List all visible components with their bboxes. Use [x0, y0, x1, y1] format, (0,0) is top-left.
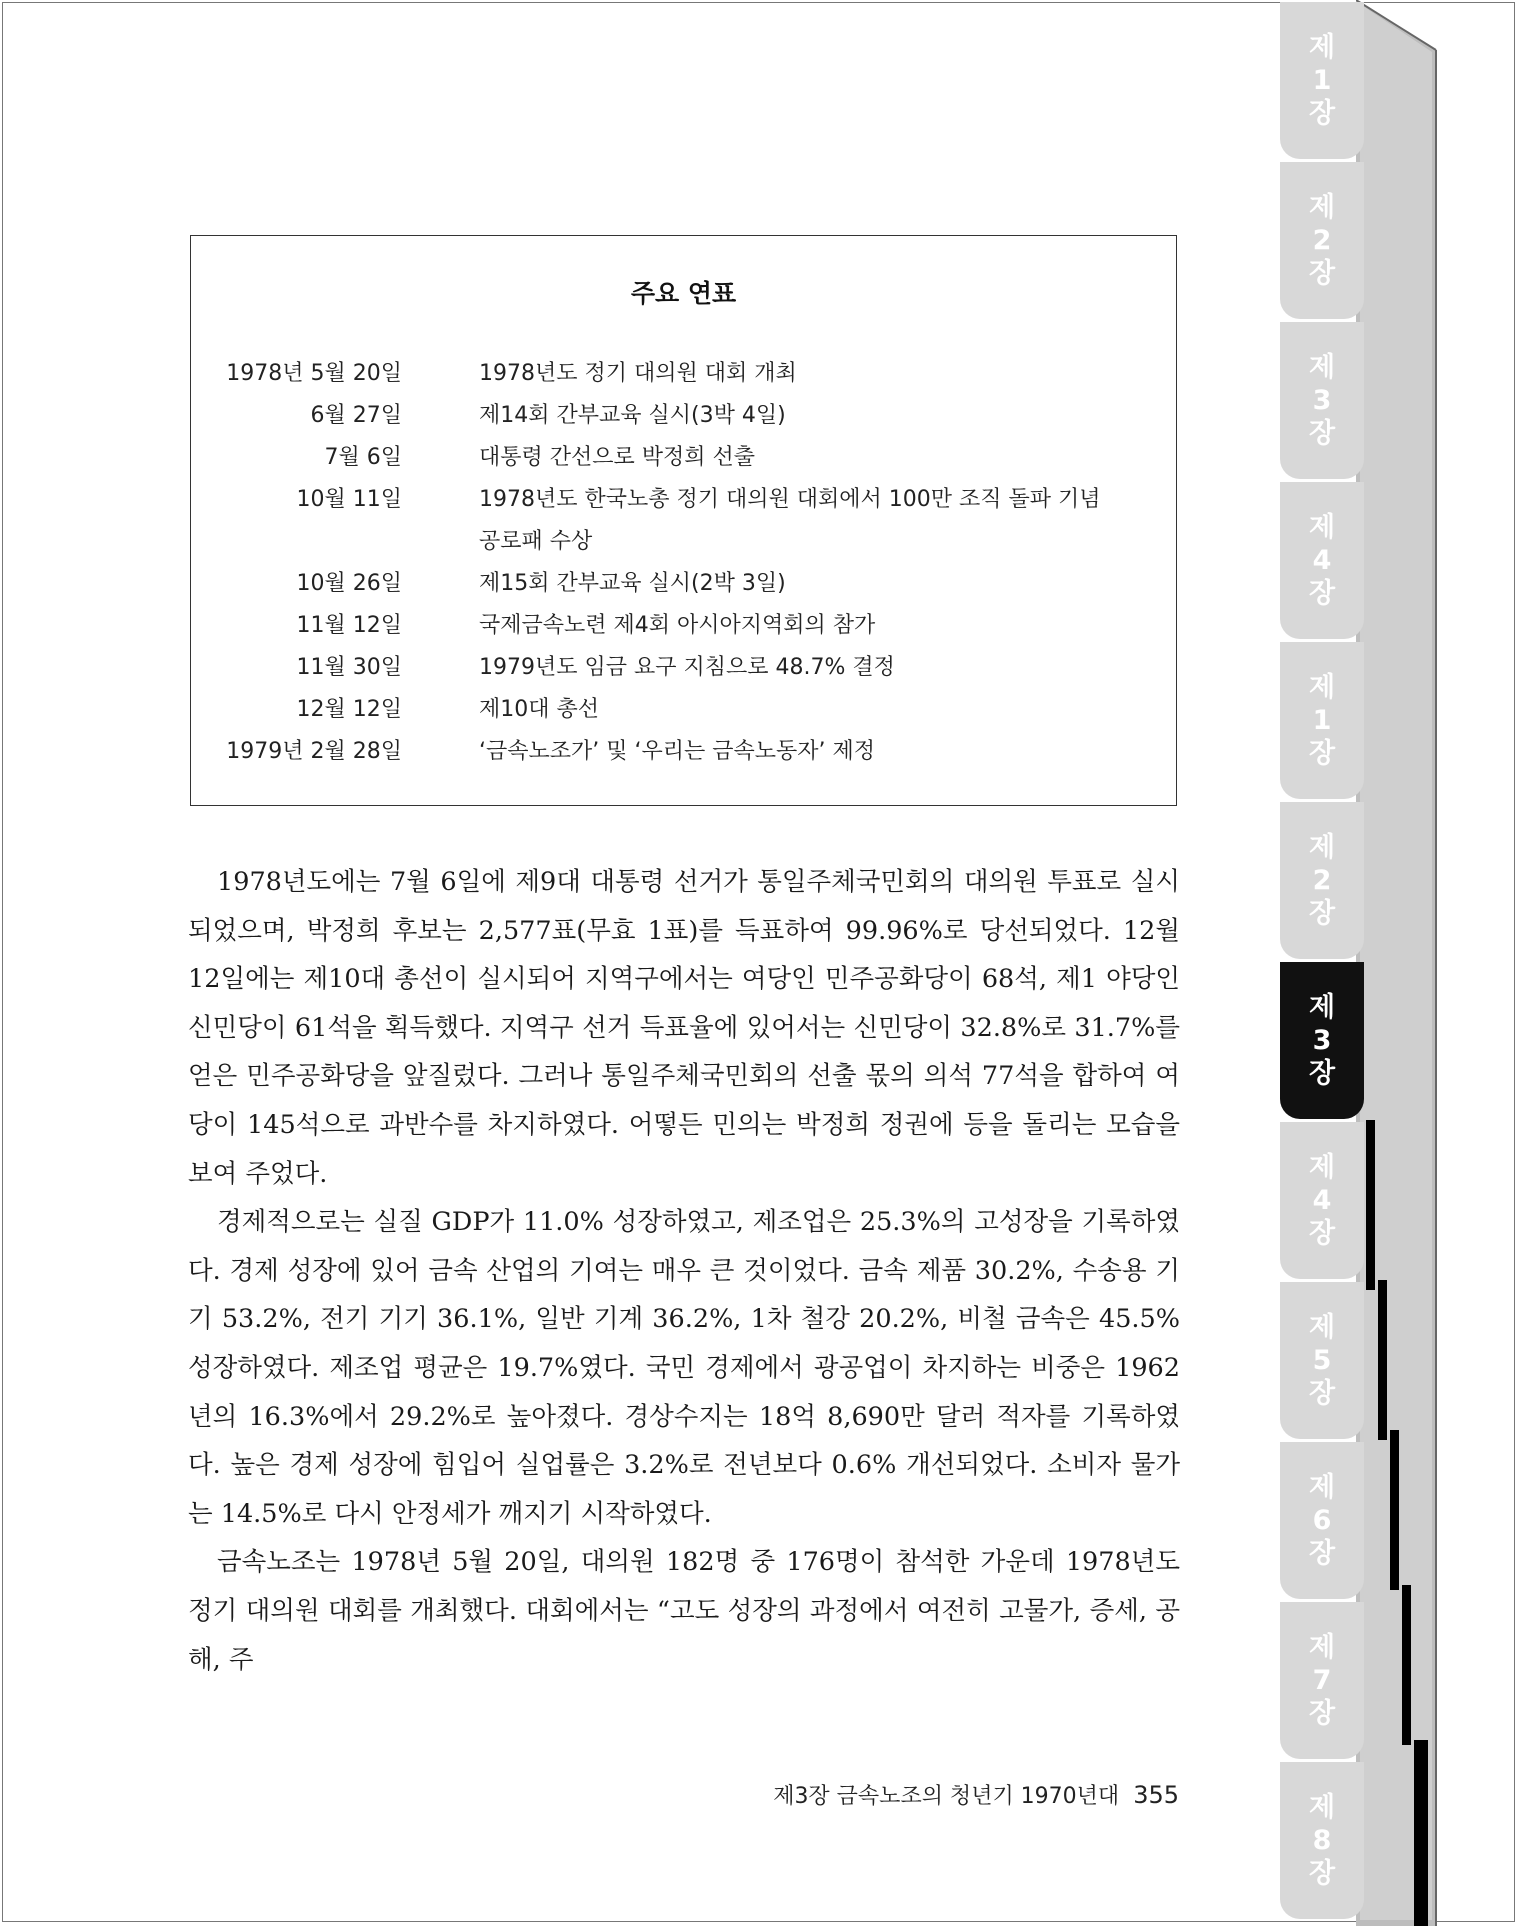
chapter-tab-char: 2	[1312, 865, 1332, 896]
chapter-tab-char: 장	[1308, 1218, 1336, 1249]
chapter-tab-char: 장	[1308, 418, 1336, 449]
chapter-tab-char: 1	[1312, 65, 1332, 96]
chapter-tab[interactable]	[1280, 1282, 1364, 1439]
chapter-tab-char: 3	[1312, 385, 1332, 416]
chapter-tab-char: 5	[1312, 1345, 1332, 1376]
chapter-tab[interactable]	[1280, 962, 1364, 1119]
chapter-tab[interactable]	[1280, 1762, 1364, 1919]
paragraph: 1978년도에는 7월 6일에 제9대 대통령 선거가 통일주체국민회의 대의원 투표로 실시되었으며, 박정희 후보는 2,577표(무효 1표)를 득표하여 99.96%로 당선되었다. 12월 12일에는 제10대 총선이 실시되어 지역구에서는 여당인 민주공화당이 68석, 제1 야당인 신민당이 61석을 획득했다. 지역구 선거 득표율에 있어서는 신민당이 32.8%로 31.7%를 얻은 민주공화당을 앞질렀다. 그러나 통일주체국민회의 선출 몫의 의석 77석을 합하여 여당이 145석으로 과반수를 차지하였다. 어떻든 민의는 박정희 정권에 등을 돌리는 모습을 보여 주었다.	[188, 867, 1180, 1189]
chapter-tab-char: 4	[1312, 1185, 1332, 1216]
book-page-edge	[1356, 0, 1516, 1926]
chapter-tab-char: 장	[1308, 898, 1336, 929]
timeline-event: 1978년도 정기 대의원 대회 개최	[479, 361, 797, 386]
chapter-tab-char: 3	[1312, 1025, 1332, 1056]
timeline-entry	[191, 650, 1176, 692]
page-footer	[773, 1779, 1179, 1810]
chapter-tab[interactable]	[1280, 642, 1364, 799]
chapter-tab[interactable]	[1280, 1602, 1364, 1759]
timeline-entry	[191, 566, 1176, 608]
timeline-date: 1978년 5월 20일	[226, 361, 402, 386]
page-number: 355	[1133, 1781, 1179, 1809]
chapter-tab-char: 장	[1308, 258, 1336, 289]
chapter-tab-char: 제	[1308, 1472, 1336, 1503]
timeline-entry	[191, 440, 1176, 482]
chapter-tab-char: 장	[1308, 1058, 1336, 1089]
timeline-event: ‘금속노조가’ 및 ‘우리는 금속노동자’ 제정	[479, 739, 875, 764]
timeline-date: 10월 26일	[296, 571, 402, 596]
timeline-event: 제10대 총선	[479, 697, 599, 722]
chapter-tab-char: 제	[1308, 1792, 1336, 1823]
timeline-event: 제14회 간부교육 실시(3박 4일)	[479, 403, 786, 428]
timeline-entry	[191, 608, 1176, 650]
chapter-tab-char: 제	[1308, 992, 1336, 1023]
timeline-entry	[191, 734, 1176, 776]
chapter-tab-char: 8	[1312, 1825, 1332, 1856]
timeline-event: 국제금속노련 제4회 아시아지역회의 참가	[479, 613, 876, 638]
chapter-tab-char: 제	[1308, 512, 1336, 543]
chapter-tab-char: 제	[1308, 672, 1336, 703]
timeline-title: 주요 연표	[630, 279, 737, 308]
timeline-date: 7월 6일	[324, 445, 402, 470]
timeline-date: 6월 27일	[310, 403, 402, 428]
paragraph: 금속노조는 1978년 5월 20일, 대의원 182명 중 176명이 참석한 가운데 1978년도 정기 대의원 대회를 개최했다. 대회에서는 “고도 성장의 과정에서 여전히 고물가, 증세, 공해, 주	[188, 1547, 1180, 1675]
chapter-tab-char: 제	[1308, 832, 1336, 863]
timeline-event: 1978년도 한국노총 정기 대의원 대회에서 100만 조직 돌파 기념	[479, 487, 1101, 512]
chapter-tab-char: 장	[1308, 1538, 1336, 1569]
chapter-tabs	[1280, 0, 1364, 1926]
chapter-tab-char: 제	[1308, 352, 1336, 383]
chapter-tab-char: 제	[1308, 1632, 1336, 1663]
chapter-tab[interactable]	[1280, 802, 1364, 959]
chapter-tab[interactable]	[1280, 322, 1364, 479]
timeline-entry	[191, 692, 1176, 734]
chapter-tab[interactable]	[1280, 2, 1364, 159]
chapter-tab-char: 7	[1312, 1665, 1332, 1696]
timeline-box	[190, 235, 1177, 806]
chapter-tab-char: 장	[1308, 1858, 1336, 1889]
timeline-date: 1979년 2월 28일	[226, 739, 402, 764]
chapter-tab-char: 장	[1308, 1378, 1336, 1409]
timeline-date: 11월 30일	[296, 655, 402, 680]
timeline-event: 1979년도 임금 요구 지침으로 48.7% 결정	[479, 655, 895, 680]
chapter-tab-char: 6	[1312, 1505, 1332, 1536]
chapter-tab[interactable]	[1280, 482, 1364, 639]
body-text	[188, 858, 1180, 1684]
timeline-entry	[191, 398, 1176, 440]
chapter-tab[interactable]	[1280, 1122, 1364, 1279]
chapter-tab-char: 장	[1308, 738, 1336, 769]
chapter-tab-char: 제	[1308, 32, 1336, 63]
timeline-date: 12월 12일	[296, 697, 402, 722]
chapter-tab-char: 제	[1308, 1152, 1336, 1183]
timeline-entry	[191, 482, 1176, 554]
timeline-event-continued: 공로패 수상	[479, 529, 593, 554]
chapter-tab-char: 제	[1308, 1312, 1336, 1343]
chapter-tab-char: 장	[1308, 1698, 1336, 1729]
chapter-tab-char: 1	[1312, 705, 1332, 736]
paragraph: 경제적으로는 실질 GDP가 11.0% 성장하였고, 제조업은 25.3%의 고성장을 기록하였다. 경제 성장에 있어 금속 산업의 기여는 매우 큰 것이었다. 금속 제품 30.2%, 수송용 기기 53.2%, 전기 기기 36.1%, 일반 기계 36.2%, 1차 철강 20.2%, 비철 금속은 45.5% 성장하였다. 제조업 평균은 19.7%였다. 국민 경제에서 광공업이 차지하는 비중은 1962년의 16.3%에서 29.2%로 높아졌다. 경상수지는 18억 8,690만 달러 적자를 기록하였다. 높은 경제 성장에 힘입어 실업률은 3.2%로 전년보다 0.6% 개선되었다. 소비자 물가는 14.5%로 다시 안정세가 깨지기 시작하였다.	[188, 1207, 1180, 1529]
running-chapter-title: 제3장 금속노조의 청년기 1970년대	[773, 1784, 1120, 1809]
chapter-tab[interactable]	[1280, 1442, 1364, 1599]
timeline-event: 제15회 간부교육 실시(2박 3일)	[479, 571, 786, 596]
chapter-tab-char: 2	[1312, 225, 1332, 256]
chapter-tab[interactable]	[1280, 162, 1364, 319]
chapter-tab-char: 장	[1308, 578, 1336, 609]
timeline-date: 11월 12일	[296, 613, 402, 638]
chapter-tab-char: 4	[1312, 545, 1332, 576]
chapter-tab-char: 제	[1308, 192, 1336, 223]
chapter-tab-char: 장	[1308, 98, 1336, 129]
timeline-date: 10월 11일	[296, 487, 402, 512]
timeline-entry	[191, 356, 1176, 398]
timeline-event: 대통령 간선으로 박정희 선출	[479, 445, 756, 470]
